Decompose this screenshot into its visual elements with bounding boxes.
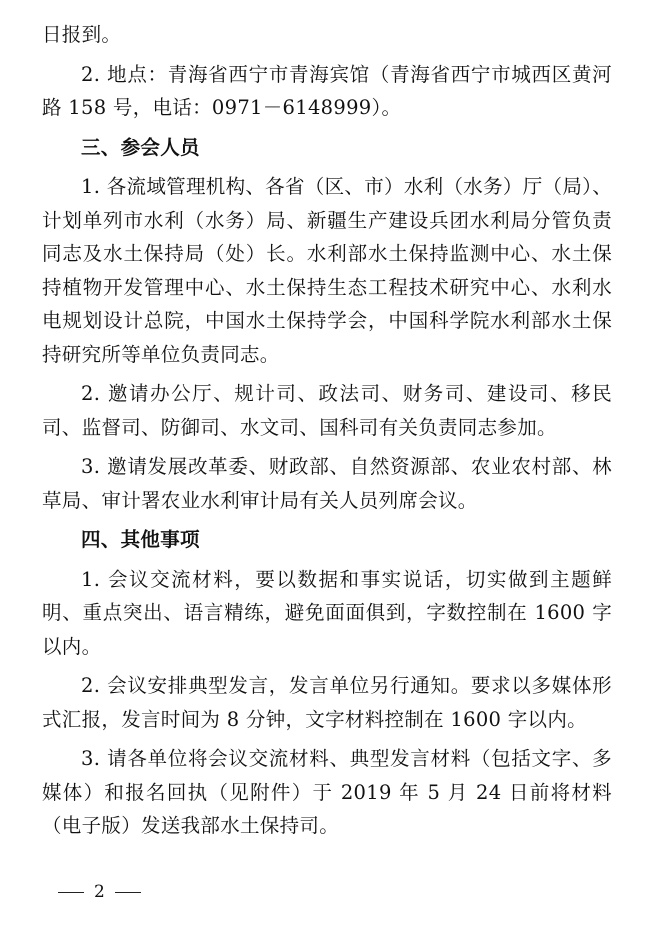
page-footer: [58, 882, 141, 902]
section-heading-attendees: 三、参会人员: [81, 135, 200, 159]
paragraph-other-2: 2. 会议安排典型发言，发言单位另行通知。要求以多媒体形式汇报，发言时间为 8 分钟，文字材料控制在 1600 字以内。: [42, 674, 612, 731]
paragraph-location: 2. 地点：青海省西宁市青海宾馆（青海省西宁市城西区黄河路 158 号，电话：0971－6148999）。: [42, 62, 612, 119]
paragraph-registration-end: 日报到。: [42, 23, 122, 46]
paragraph-attendees-3: 3. 邀请发展改革委、财政部、自然资源部、农业农村部、林草局、审计署农业水利审计局有关人员列席会议。: [42, 455, 612, 512]
footer-dash-left: [58, 892, 84, 893]
paragraph-other-1: 1. 会议交流材料，要以数据和事实说话，切实做到主题鲜明、重点突出、语言精练，避免面面俱到，字数控制在 1600 字以内。: [42, 567, 612, 658]
document-body: [42, 18, 612, 843]
page-number: 2: [94, 882, 105, 902]
section-heading-other-matters: 四、其他事项: [81, 528, 200, 551]
paragraph-attendees-2: 2. 邀请办公厅、规计司、政法司、财务司、建设司、移民司、监督司、防御司、水文司、国科司有关负责同志参加。: [42, 382, 612, 439]
paragraph-other-3: 3. 请各单位将会议交流材料、典型发言材料（包括文字、多媒体）和报名回执（见附件）于 2019 年 5 月 24 日前将材料（电子版）发送我部水土保持司。: [42, 747, 612, 837]
paragraph-attendees-1: 1. 各流域管理机构、各省（区、市）水利（水务）厅（局）、计划单列市水利（水务）局、新疆生产建设兵团水利局分管负责同志及水土保持局（处）长。水利部水土保持监测中心、水土保持植物开发管理中心、水土保持生态工程技术研究中心、水利水电规划设计总院，中国水土保持学会，中国科学院水利部水土保持研究所等单位负责同志。: [42, 175, 612, 366]
footer-dash-right: [115, 892, 141, 893]
